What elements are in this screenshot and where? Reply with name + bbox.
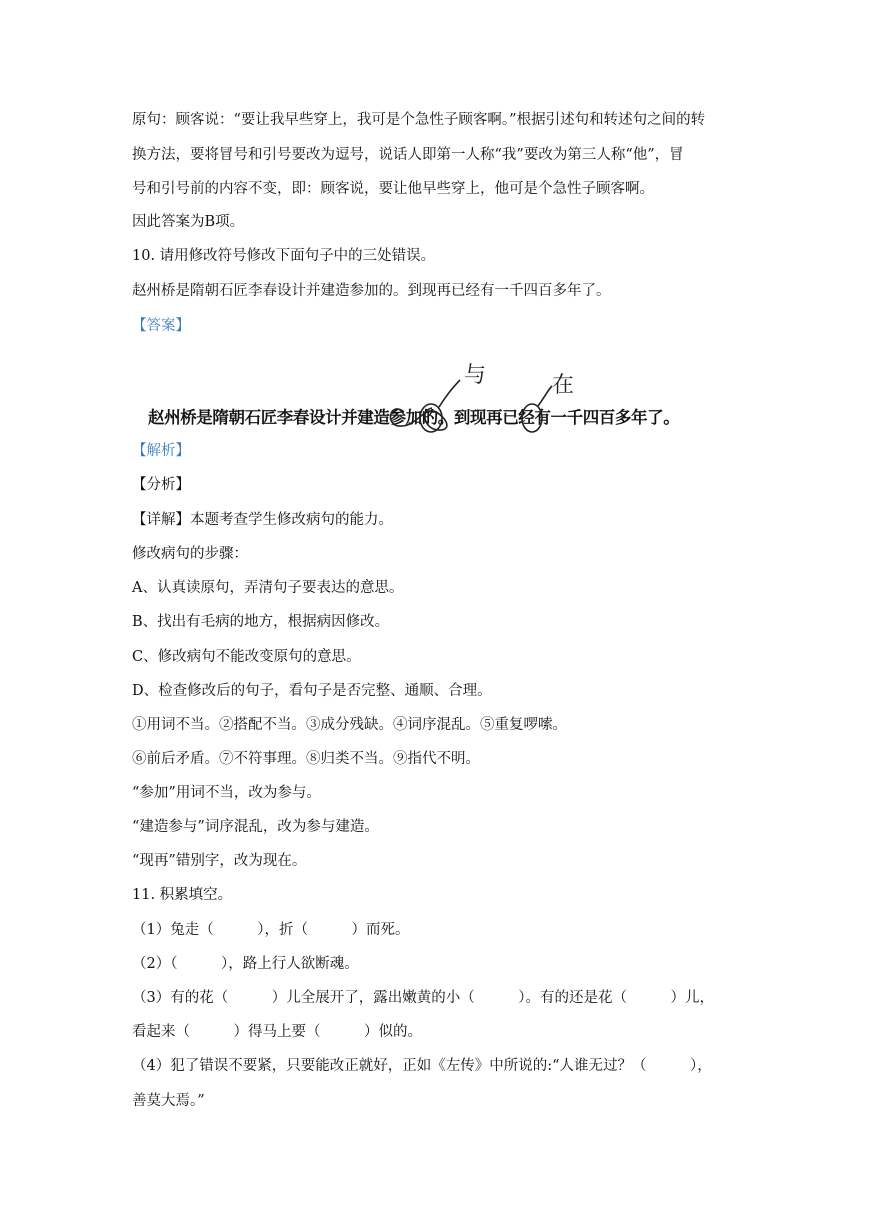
figure-sentence: 赵州桥是隋朝石匠李春设计并建造参加的。到现再已经有一千四百多年了。 xyxy=(148,408,680,427)
circle-mark-icon xyxy=(522,404,542,432)
answer-line: 因此答案为B项。 xyxy=(132,214,245,230)
text-line: 换方法，要将冒号和引号要改为逗号，说话人即第一人称“我”要改为第三人称“他”，冒 xyxy=(132,147,684,163)
correction-marks xyxy=(134,352,734,434)
handwritten-yu: 与 xyxy=(464,363,487,388)
text-line: ⑥前后矛盾。⑦不符事理。⑧归类不当。⑨指代不明。 xyxy=(132,751,480,767)
fill-blank-item: （4）犯了错误不要紧，只要能改正就好，正如《左传》中所说的:“人谁无过？（ ）， xyxy=(132,1058,712,1074)
text-line: ①用词不当。②搭配不当。③成分残缺。④词序混乱。⑤重复啰嗦。 xyxy=(132,717,567,733)
insert-line-icon xyxy=(538,386,552,406)
question-10-sentence: 赵州桥是隋朝石匠李春设计并建造参加的。到现再已经有一千四百多年了。 xyxy=(132,283,611,299)
analysis-heading: 【解析】 xyxy=(132,443,190,459)
text-line: 修改病句的步骤： xyxy=(132,546,248,562)
text-line: 原句：顾客说：“要让我早些穿上，我可是个急性子顾客啊。”根据引述句和转述句之间的转 xyxy=(132,112,706,128)
text-line: “建造参与”词序混乱，改为参与建造。 xyxy=(132,819,379,835)
text-line: A、认真读原句，弄清句子要表达的意思。 xyxy=(132,580,404,596)
fill-blank-item: （3）有的花（ ）儿全展开了，露出嫩黄的小（ ）。有的还是花（ ）儿， xyxy=(132,990,714,1006)
fill-blank-item: 看起来（ ）得马上要（ ）似的。 xyxy=(132,1024,422,1040)
text-line: “参加”用词不当，改为参与。 xyxy=(132,785,321,801)
text-line: 【详解】本题考查学生修改病句的能力。 xyxy=(132,512,393,528)
question-11-title: 11. 积累填空。 xyxy=(132,887,233,903)
fill-blank-item: （2）（ ），路上行人欲断魂。 xyxy=(132,956,359,972)
answer-correction-figure xyxy=(134,352,734,434)
section-heading: 【分析】 xyxy=(132,477,190,493)
text-line: 号和引号前的内容不变，即：顾客说，要让他早些穿上，他可是个急性子顾客啊。 xyxy=(132,181,654,197)
text-line: “现再”错别字，改为现在。 xyxy=(132,853,307,869)
swap-mark-icon xyxy=(390,408,446,430)
fill-blank-item: 善莫大焉。” xyxy=(132,1093,205,1109)
question-10-title: 10. 请用修改符号修改下面句子中的三处错误。 xyxy=(132,248,436,264)
answer-heading: 【答案】 xyxy=(132,318,190,334)
text-line: D、检查修改后的句子，看句子是否完整、通顺、合理。 xyxy=(132,683,492,699)
text-line: C、修改病句不能改变原句的意思。 xyxy=(132,649,361,665)
text-line: B、找出有毛病的地方，根据病因修改。 xyxy=(132,614,390,630)
insert-line-icon xyxy=(439,380,460,407)
fill-blank-item: （1）兔走（ ），折（ ）而死。 xyxy=(132,922,410,938)
handwritten-zai: 在 xyxy=(552,373,575,398)
